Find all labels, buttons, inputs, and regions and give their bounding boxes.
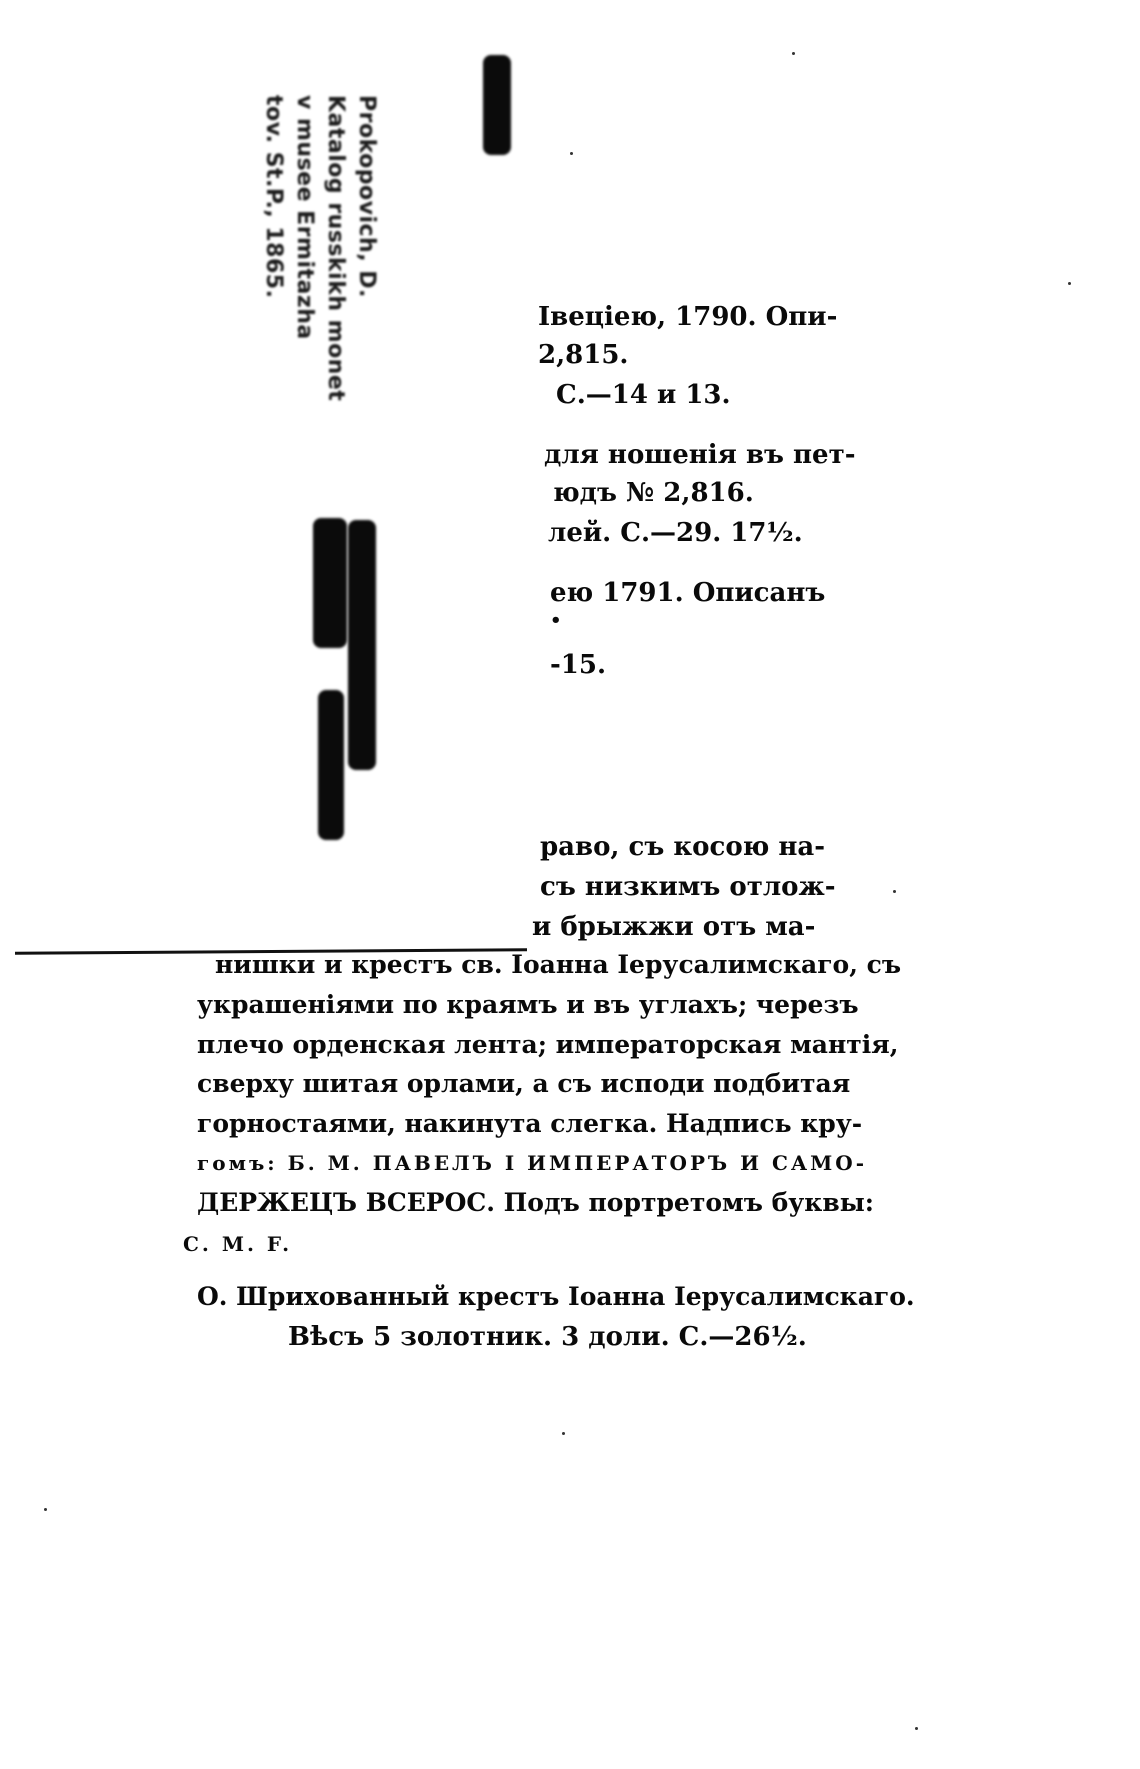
reverse-description	[197, 1282, 915, 1311]
scan-speck	[915, 1727, 918, 1730]
ink-blot	[313, 518, 347, 648]
text-line: сверху шитая орлами, а съ исподи подбитая	[197, 1069, 851, 1098]
text-line: лей. С.—29. 17½.	[548, 518, 803, 548]
text-line: ею 1791. Описанъ	[550, 578, 826, 608]
text-line: -15.	[550, 650, 607, 680]
text-line: и брыжжи отъ ма-	[532, 912, 816, 942]
ink-blot	[348, 520, 376, 770]
library-stamp	[242, 95, 382, 485]
text-line: раво, съ косою на-	[540, 832, 826, 862]
text-line: •	[550, 610, 562, 631]
scan-speck	[570, 152, 573, 155]
weight-line	[288, 1322, 807, 1352]
text-line: украшенiями по краямъ и въ углахъ; черезъ	[197, 990, 859, 1019]
text-line: для ношенiя въ пет-	[544, 440, 856, 470]
text-line: плечо орденская лента; императорская мантiя,	[197, 1030, 899, 1059]
scan-speck	[893, 890, 896, 893]
text-line: ДЕРЖЕЦЪ ВСЕРОС. Подъ портретомъ буквы:	[197, 1188, 874, 1217]
stamp-line: v musee Ermitazha	[292, 95, 317, 340]
ink-blot	[483, 55, 511, 155]
text-line: гомъ: Б. М. ПАВЕЛЪ I ИМПЕРАТОРЪ И САМО-	[197, 1151, 868, 1175]
text-line: горностаями, накинута слегка. Надпись кру-	[197, 1109, 863, 1138]
text-line: съ низкимъ отлож-	[540, 872, 836, 902]
scan-speck	[44, 1508, 47, 1511]
stamp-line: tov. St.P., 1865.	[261, 95, 286, 299]
scan-speck	[1068, 282, 1071, 285]
text-line: С. М. F.	[183, 1232, 293, 1256]
ink-blot	[318, 690, 344, 840]
weight-text: Вѣсъ 5 золотник. 3 доли. С.—26½.	[288, 1322, 807, 1352]
text-line: С.—14 и 13.	[556, 380, 731, 410]
stamp-line: Prokopovich, D.	[354, 95, 379, 298]
stamp-line: Katalog russkikh monet	[323, 95, 348, 402]
reverse-text: О. Шрихованный крестъ Iоанна Iерусалимскаго.	[197, 1282, 915, 1311]
text-line: нишки и крестъ св. Iоанна Iерусалимскаго, съ	[215, 950, 902, 979]
text-line: 2,815.	[538, 340, 629, 370]
scan-speck	[792, 52, 795, 55]
scan-speck	[562, 1432, 565, 1435]
text-line: юдъ № 2,816.	[553, 478, 754, 508]
text-line: Iвецiею, 1790. Опи-	[538, 302, 838, 332]
